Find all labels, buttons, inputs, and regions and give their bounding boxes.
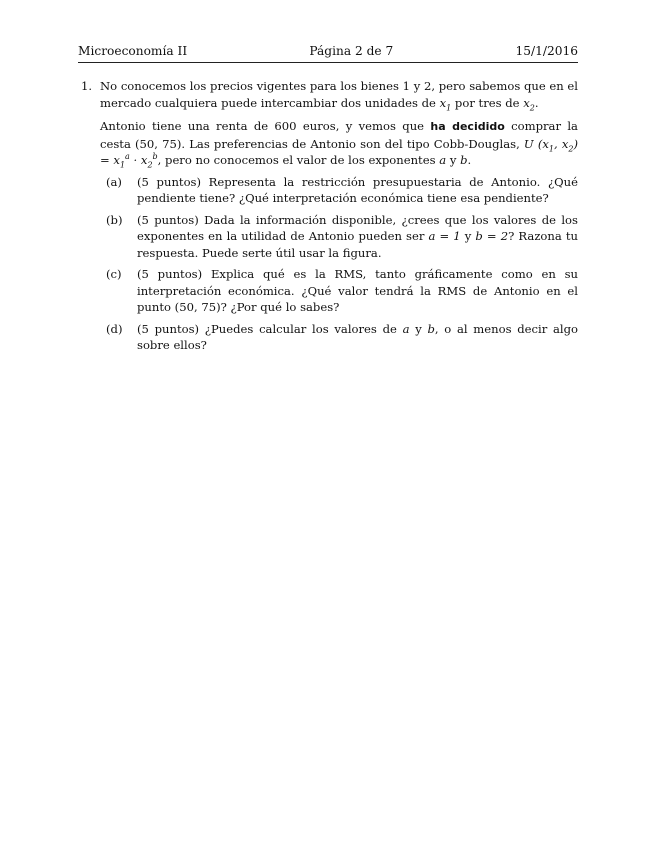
- header-page-number: Página 2 de 7: [309, 44, 394, 58]
- part-b-text-2: y: [460, 229, 476, 243]
- context-text-2: comprar la cesta (50, 75). Las preferencias de Antonio son del tipo Cobb-Douglas,: [100, 119, 578, 151]
- math-b: b: [460, 153, 468, 167]
- part-d-text-2: y: [409, 321, 428, 336]
- context-text-4: y: [446, 153, 461, 167]
- context-text-5: .: [467, 153, 472, 167]
- header-rule: [78, 62, 578, 63]
- question-parts: [100, 174, 578, 354]
- part-b-text-3: ? Razona tu respuesta. Puede serte útil usar la figura.: [137, 229, 579, 260]
- context-text-1: Antonio tiene una renta de 600 euros, y vemos que: [100, 119, 431, 133]
- header-date: 15/1/2016: [515, 44, 578, 58]
- math-b-eq-2: b = 2: [475, 229, 509, 243]
- context-text-3: , pero no conocemos el valor de los exponentes: [157, 153, 440, 167]
- intro-text-1: No conocemos los precios vigentes para los bienes 1 y 2, pero sabemos que en el mercado cualquiera puede intercambiar dos unidades de: [100, 79, 578, 110]
- math-a: a: [439, 153, 447, 167]
- math-x2: $x_2$: [523, 95, 535, 112]
- part-c: [100, 266, 578, 316]
- question-1: [78, 78, 578, 354]
- part-d-text-3: , o al menos decir algo sobre ellos?: [137, 321, 578, 352]
- context-bold: ha decidido: [430, 120, 505, 133]
- header-course-title: Microeconomía II: [78, 44, 188, 58]
- part-d-text-1: (5 puntos) ¿Puedes calcular los valores de: [137, 321, 403, 336]
- math-a-eq-1: a = 1: [428, 229, 461, 243]
- part-b: [100, 212, 578, 262]
- part-a: [100, 174, 578, 207]
- part-b-text-1: (5 puntos) Dada la información disponible, ¿crees que los valores de los exponentes en la utilidad de Antonio pueden ser: [137, 212, 578, 243]
- question-intro: [100, 78, 578, 111]
- page-header: [78, 44, 578, 59]
- question-body: [100, 78, 578, 354]
- part-c-text: (5 puntos) Explica qué es la RMS, tanto gráficamente como en su interpretación económica. ¿Qué valor tendrá la RMS de Antonio en el punto (50, 75)? ¿Por qué lo sabes?: [137, 267, 578, 314]
- utility-function: U ($x_1$, $x_2) = x_1^a \cdot x_2^b$: [100, 136, 578, 170]
- intro-text-2: por tres de: [451, 95, 524, 110]
- question-number: 1.: [81, 79, 93, 93]
- question-context: [100, 118, 578, 169]
- part-d-math-a: a: [402, 321, 410, 336]
- part-a-label: (a): [106, 174, 122, 189]
- part-b-label: (b): [106, 212, 123, 227]
- intro-text-3: .: [534, 95, 539, 110]
- part-d-math-b: b: [427, 321, 435, 336]
- part-d: [100, 321, 578, 354]
- part-d-label: (d): [106, 321, 123, 336]
- part-c-label: (c): [106, 267, 122, 281]
- part-a-text: (5 puntos) Representa la restricción presupuestaria de Antonio. ¿Qué pendiente tiene? ¿Qué interpretación económica tiene esa pendiente?: [137, 174, 578, 205]
- math-x1: $x_1$: [439, 95, 452, 112]
